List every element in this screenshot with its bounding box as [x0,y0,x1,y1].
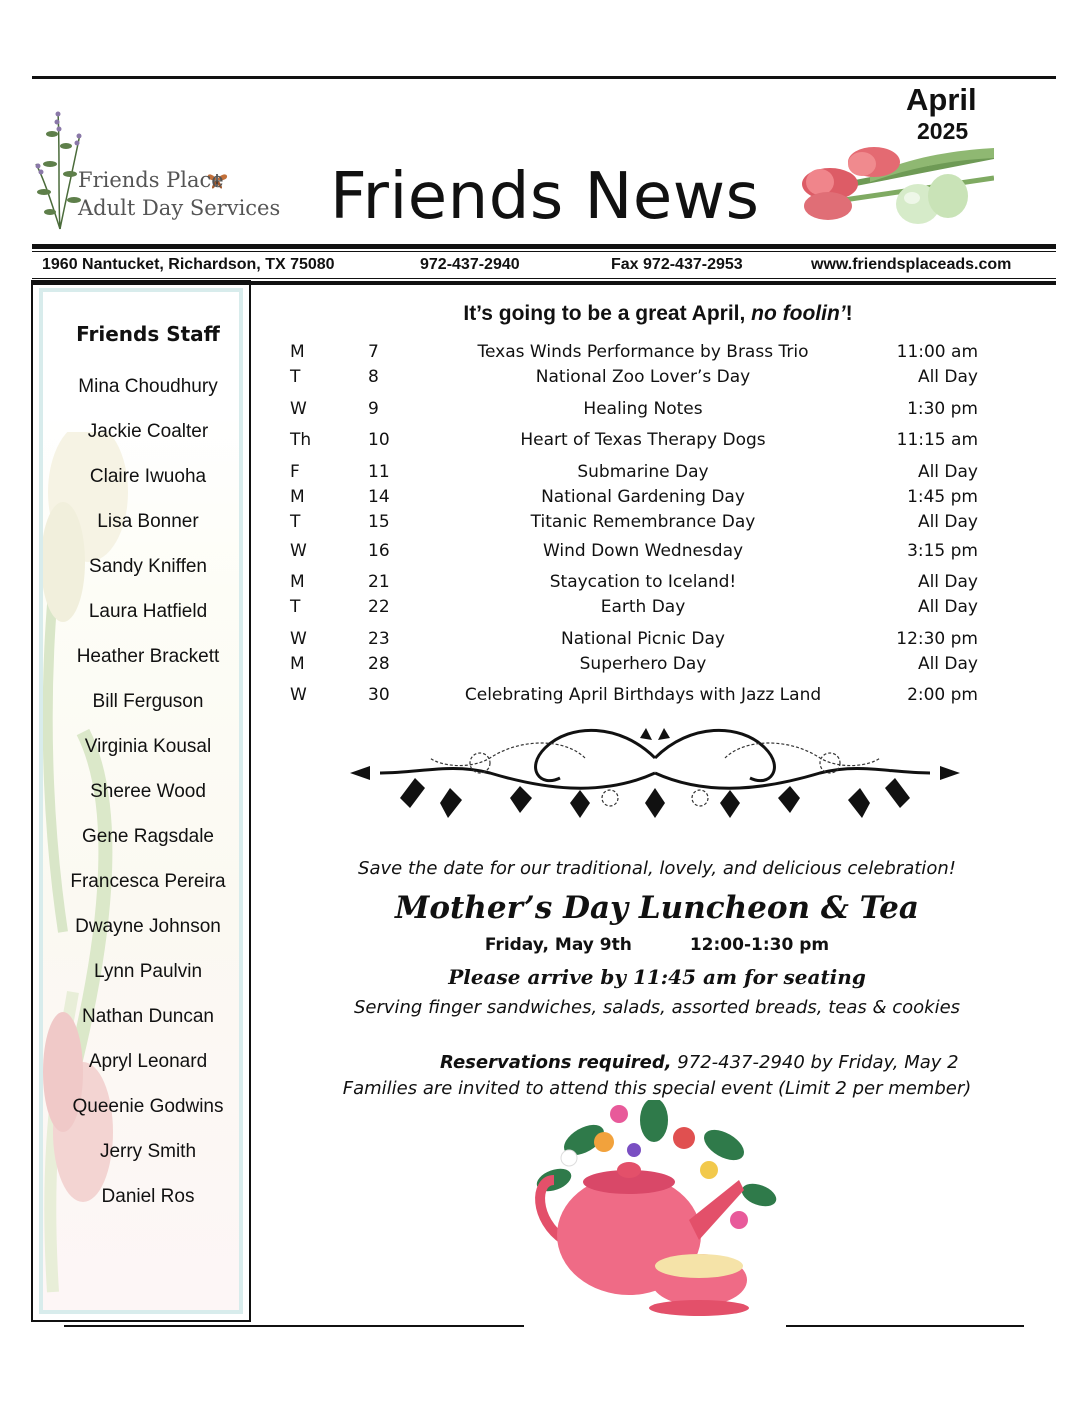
event-name: Staycation to Iceland! [549,572,737,592]
address: 1960 Nantucket, Richardson, TX 75080 [42,256,335,273]
event-date: 8 [368,367,379,387]
address-rule-thin [32,278,1056,279]
luncheon-title: Mother’s Day Luncheon & Tea [395,890,919,926]
event-row [280,572,1000,596]
reservations-details: 972-437-2940 by Friday, May 2 [671,1052,959,1073]
luncheon-time: 12:00-1:30 pm [689,935,830,955]
staff-name: Jerry Smith [99,1141,197,1162]
staff-name: Mina Choudhury [78,376,218,397]
phone[interactable]: 972-437-2940 [420,256,520,273]
event-name: Titanic Remembrance Day [530,512,756,532]
event-time: All Day [917,367,978,387]
event-date: 11 [368,462,390,482]
events-heading [260,302,1056,326]
event-row [280,399,1000,423]
event-name: Texas Winds Performance by Brass Trio [477,342,809,362]
tulips-and-eggs-image [800,146,994,226]
event-date: 30 [368,685,390,705]
event-date: 21 [368,572,390,592]
staff-name: Lisa Bonner [97,511,199,532]
event-date: 23 [368,629,390,649]
staff-name: Laura Hatfield [88,601,208,622]
header-rule-thin [32,251,1056,252]
event-row [280,462,1000,486]
event-day: W [290,541,307,561]
issue-month: April [906,82,977,117]
event-row [280,685,1000,709]
staff-list [43,376,243,1231]
fax: Fax 972-437-2953 [611,256,743,273]
event-day: Th [290,430,312,450]
scroll-ornament-icon [340,718,970,828]
event-row [280,487,1000,511]
event-day: W [290,399,307,419]
issue-year: 2025 [917,118,969,144]
event-row [280,342,1000,366]
events-heading-text: It’s going to be a great April, [463,302,752,325]
newsletter-title: Friends News [330,160,760,234]
event-day: T [290,597,301,617]
event-name: Superhero Day [579,654,707,674]
event-day: M [290,487,305,507]
staff-name: Sheree Wood [90,781,206,802]
logo-line-2: Adult Day Services [78,196,281,220]
event-time: 11:00 am [896,342,978,362]
event-time: All Day [917,512,978,532]
bottom-rule-right [786,1325,1024,1327]
event-day: T [290,512,301,532]
logo-text [78,166,280,222]
staff-name: Bill Ferguson [92,691,204,712]
event-row [280,629,1000,653]
event-name: Wind Down Wednesday [542,541,744,561]
header-rule-thick [32,244,1056,249]
staff-name: Francesca Pereira [70,871,226,892]
families-note: Families are invited to attend this special event (Limit 2 per member) [342,1078,972,1099]
event-row [280,512,1000,536]
luncheon-date: Friday, May 9th [484,935,632,955]
staff-name: Queenie Godwins [72,1096,224,1117]
teapot-flowers-image [524,1100,786,1324]
events-heading-end: ! [845,302,853,325]
event-row [280,654,1000,678]
staff-name: Virginia Kousal [84,736,212,757]
event-row [280,367,1000,391]
event-row [280,597,1000,621]
event-name: National Zoo Lover’s Day [535,367,751,387]
event-time: All Day [917,572,978,592]
staff-name: Claire Iwuoha [89,466,207,487]
sidebar-panel [39,288,243,1314]
event-time: 1:45 pm [907,487,978,507]
staff-heading: Friends Staff [76,322,220,346]
event-time: 12:30 pm [896,629,978,649]
event-time: 1:30 pm [907,399,978,419]
staff-name: Apryl Leonard [88,1051,208,1072]
event-name: Celebrating April Birthdays with Jazz Land [464,685,822,705]
staff-name: Nathan Duncan [81,1006,215,1027]
event-name: National Picnic Day [560,629,725,649]
staff-name: Dwayne Johnson [75,916,221,937]
event-date: 9 [368,399,379,419]
event-day: W [290,685,307,705]
event-name: Healing Notes [583,399,703,419]
event-date: 15 [368,512,390,532]
event-name: Submarine Day [577,462,709,482]
event-date: 28 [368,654,390,674]
event-time: All Day [917,597,978,617]
event-name: Heart of Texas Therapy Dogs [520,430,766,450]
event-day: F [290,462,300,482]
top-rule [32,76,1056,79]
staff-name: Gene Ragsdale [81,826,215,847]
reservations-note [440,1052,1040,1073]
event-time: All Day [917,654,978,674]
luncheon-date-time [262,935,1052,955]
event-day: M [290,572,305,592]
event-day: M [290,342,305,362]
event-row [280,541,1000,565]
staff-name: Daniel Ros [101,1186,195,1207]
event-date: 10 [368,430,390,450]
staff-name: Heather Brackett [76,646,220,667]
staff-name: Sandy Kniffen [89,556,207,577]
staff-name: Lynn Paulvin [93,961,203,982]
staff-sidebar [31,280,251,1322]
event-date: 22 [368,597,390,617]
event-time: 2:00 pm [907,685,978,705]
event-time: 11:15 am [896,430,978,450]
event-time: 3:15 pm [907,541,978,561]
event-time: All Day [917,462,978,482]
event-date: 14 [368,487,390,507]
logo-line-1: Friends Place [78,168,224,192]
event-day: T [290,367,301,387]
menu-note: Serving finger sandwiches, salads, assorted breads, teas & cookies [353,997,961,1018]
event-row [280,430,1000,454]
save-the-date: Save the date for our traditional, lovely, and delicious celebration! [358,858,956,879]
event-name: National Gardening Day [541,487,745,507]
arrival-note: Please arrive by 11:45 am for seating [448,965,866,989]
events-heading-emphasis: no foolin’ [751,302,846,325]
website-link[interactable]: www.friendsplaceads.com [811,256,1012,273]
event-day: W [290,629,307,649]
event-day: M [290,654,305,674]
reservations-label: Reservations required, [440,1052,672,1073]
event-date: 16 [368,541,390,561]
event-date: 7 [368,342,379,362]
event-name: Earth Day [600,597,686,617]
bottom-rule-left [64,1325,524,1327]
staff-name: Jackie Coalter [87,421,209,442]
